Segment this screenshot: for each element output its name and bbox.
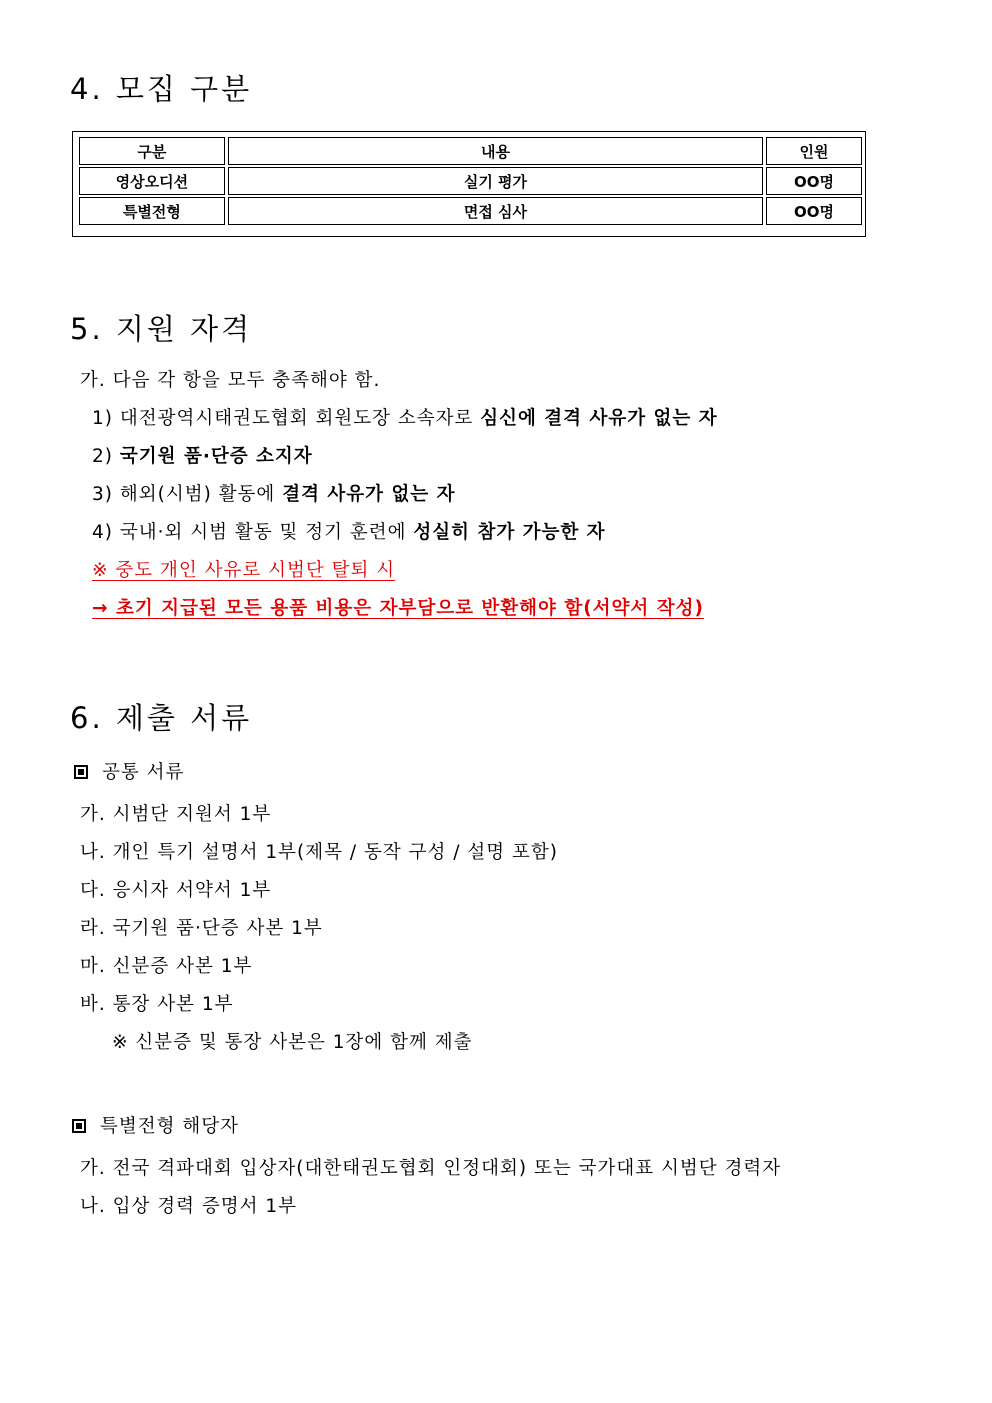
- item-text: 해외(시범) 활동에: [119, 484, 276, 505]
- table-cell: OO명: [766, 167, 862, 195]
- special-docs-title: [72, 1118, 239, 1137]
- section-6-heading: 6. 제출 서류: [70, 701, 253, 735]
- table-row: [79, 167, 862, 195]
- list-item: 나. 입상 경력 증명서 1부: [80, 1196, 298, 1217]
- item-emphasis: 성실히 참가 가능한 자: [413, 522, 606, 543]
- subheading-text: 공통 서류: [102, 762, 185, 783]
- list-item: 가. 시범단 지원서 1부: [80, 804, 272, 825]
- table-header-row: [79, 137, 862, 165]
- item-emphasis: 국기원 품·단증 소지자: [119, 446, 313, 467]
- table-cell: OO명: [766, 197, 862, 225]
- qualification-item: [92, 448, 313, 467]
- list-item: 가. 전국 격파대회 입상자(대한태권도협회 인정대회) 또는 국가대표 시범단 경력자: [80, 1158, 782, 1179]
- table-cell: 특별전형: [79, 197, 225, 225]
- table-header-cell: 구분: [79, 137, 225, 165]
- list-item: 바. 통장 사본 1부: [80, 994, 234, 1015]
- subheading-text: 특별전형 해당자: [100, 1116, 239, 1137]
- item-emphasis: 결격 사유가 없는 자: [282, 484, 456, 505]
- item-number: 1): [92, 408, 113, 429]
- list-item: 나. 개인 특기 설명서 1부(제목 / 동작 구성 / 설명 포함): [80, 842, 558, 863]
- item-text: 국내·외 시범 활동 및 정기 훈련에: [119, 522, 407, 543]
- table-cell: 면접 심사: [228, 197, 763, 225]
- item-number: 3): [92, 484, 113, 505]
- section-4-heading: 4. 모집 구분: [70, 72, 253, 106]
- table-cell: 실기 평가: [228, 167, 763, 195]
- common-docs-title: [74, 764, 184, 783]
- refund-warning: → 초기 지급된 모든 용품 비용은 자부담으로 반환해야 함(서약서 작성): [92, 598, 704, 619]
- filled-square-icon: [74, 765, 88, 779]
- table-header-cell: 내용: [228, 137, 763, 165]
- qualification-item: [92, 410, 718, 429]
- recruit-table: [76, 135, 865, 227]
- submission-note: ※ 신분증 및 통장 사본은 1장에 함께 제출: [112, 1032, 473, 1053]
- item-text: 대전광역시태권도협회 회원도장 소속자로: [119, 408, 474, 429]
- recruit-table-frame: [72, 131, 866, 237]
- filled-square-icon: [72, 1119, 86, 1133]
- list-item: 다. 응시자 서약서 1부: [80, 880, 272, 901]
- qualification-item: [92, 524, 606, 543]
- item-emphasis: 심신에 결격 사유가 없는 자: [480, 408, 718, 429]
- item-number: 4): [92, 522, 113, 543]
- withdrawal-note: ※ 중도 개인 사유로 시범단 탈퇴 시: [92, 560, 396, 581]
- list-item: 마. 신분증 사본 1부: [80, 956, 253, 977]
- section-5-heading: 5. 지원 자격: [70, 312, 253, 346]
- qualification-intro: 가. 다음 각 항을 모두 충족해야 함.: [80, 370, 381, 391]
- table-header-cell: 인원: [766, 137, 862, 165]
- table-cell: 영상오디션: [79, 167, 225, 195]
- item-number: 2): [92, 446, 113, 467]
- table-row: [79, 197, 862, 225]
- list-item: 라. 국기원 품·단증 사본 1부: [80, 918, 323, 939]
- qualification-item: [92, 486, 456, 505]
